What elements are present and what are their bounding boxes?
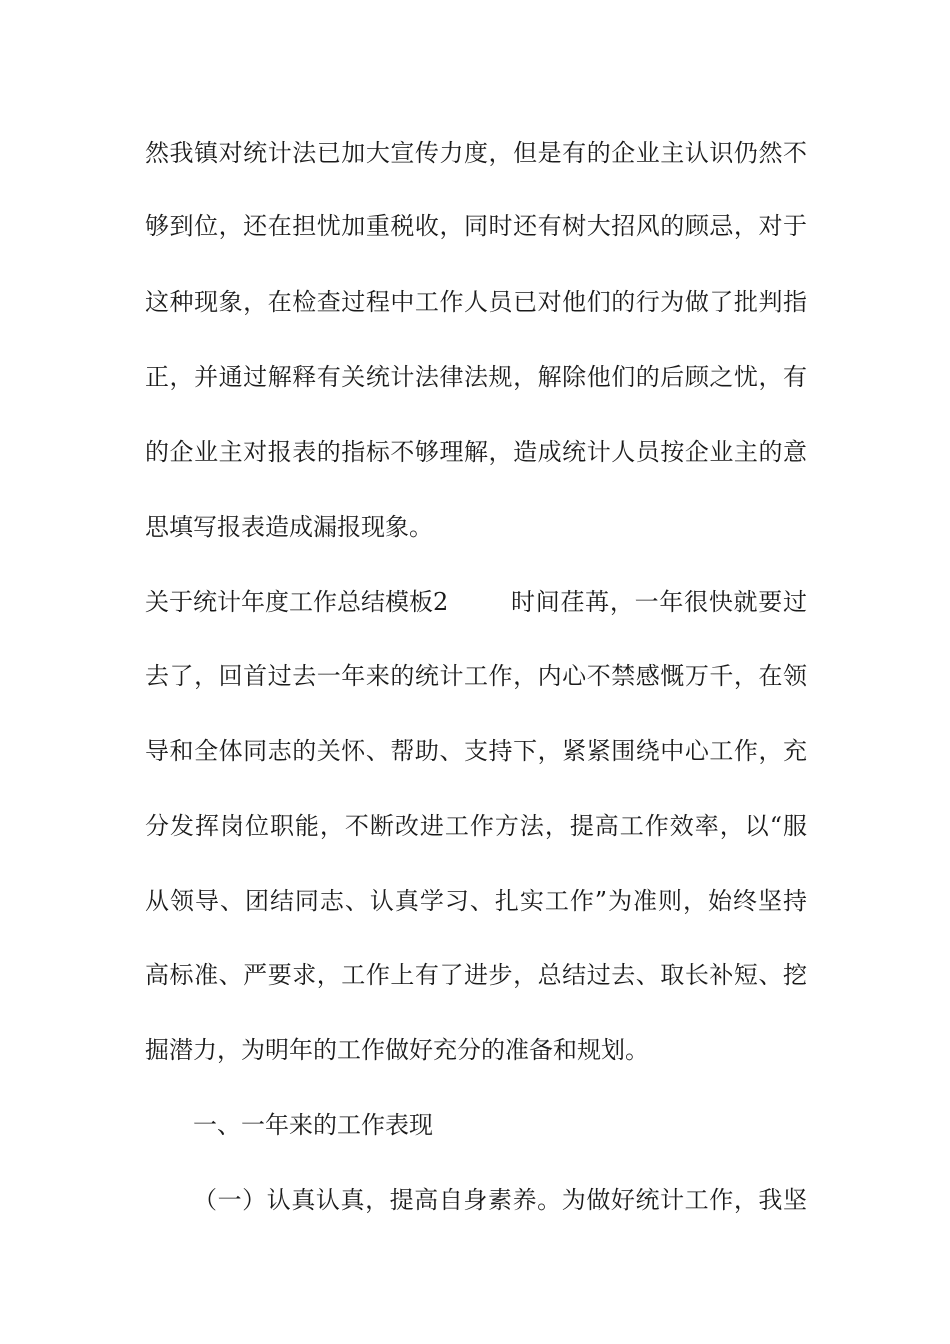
paragraph-line: 分发挥岗位职能，不断改进工作方法，提高工作效率，以“服 (145, 812, 807, 840)
paragraph-line: 从领导、团结同志、认真学习、扎实工作”为准则，始终坚持 (145, 887, 807, 915)
paragraph-line: 够到位，还在担忧加重税收，同时还有树大招风的顾忌，对于 (145, 212, 807, 240)
section-title-line (145, 586, 807, 618)
paragraph-line: 然我镇对统计法已加大宣传力度，但是有的企业主认识仍然不 (145, 139, 807, 167)
subheading: （一）认真认真，提高自身素养。为做好统计工作，我坚 (193, 1186, 807, 1214)
paragraph-line: 掘潜力，为明年的工作做好充分的准备和规划。 (145, 1036, 649, 1064)
paragraph-line: 这种现象，在检查过程中工作人员已对他们的行为做了批判指 (145, 288, 807, 316)
paragraph-line: 的企业主对报表的指标不够理解，造成统计人员按企业主的意 (145, 438, 807, 466)
paragraph-line: 导和全体同志的关怀、帮助、支持下，紧紧围绕中心工作，充 (145, 737, 807, 765)
heading: 一、一年来的工作表现 (193, 1111, 433, 1139)
paragraph-line: 正，并通过解释有关统计法律法规，解除他们的后顾之忧，有 (145, 363, 807, 391)
paragraph-line: 时间荏苒，一年很快就要过 (511, 588, 807, 616)
section-title: 关于统计年度工作总结模板2 (145, 588, 449, 616)
paragraph-line: 思填写报表造成漏报现象。 (145, 513, 433, 541)
paragraph-line: 去了，回首过去一年来的统计工作，内心不禁感慨万千，在领 (145, 662, 807, 690)
paragraph-line: 高标准、严要求，工作上有了进步，总结过去、取长补短、挖 (145, 961, 807, 989)
